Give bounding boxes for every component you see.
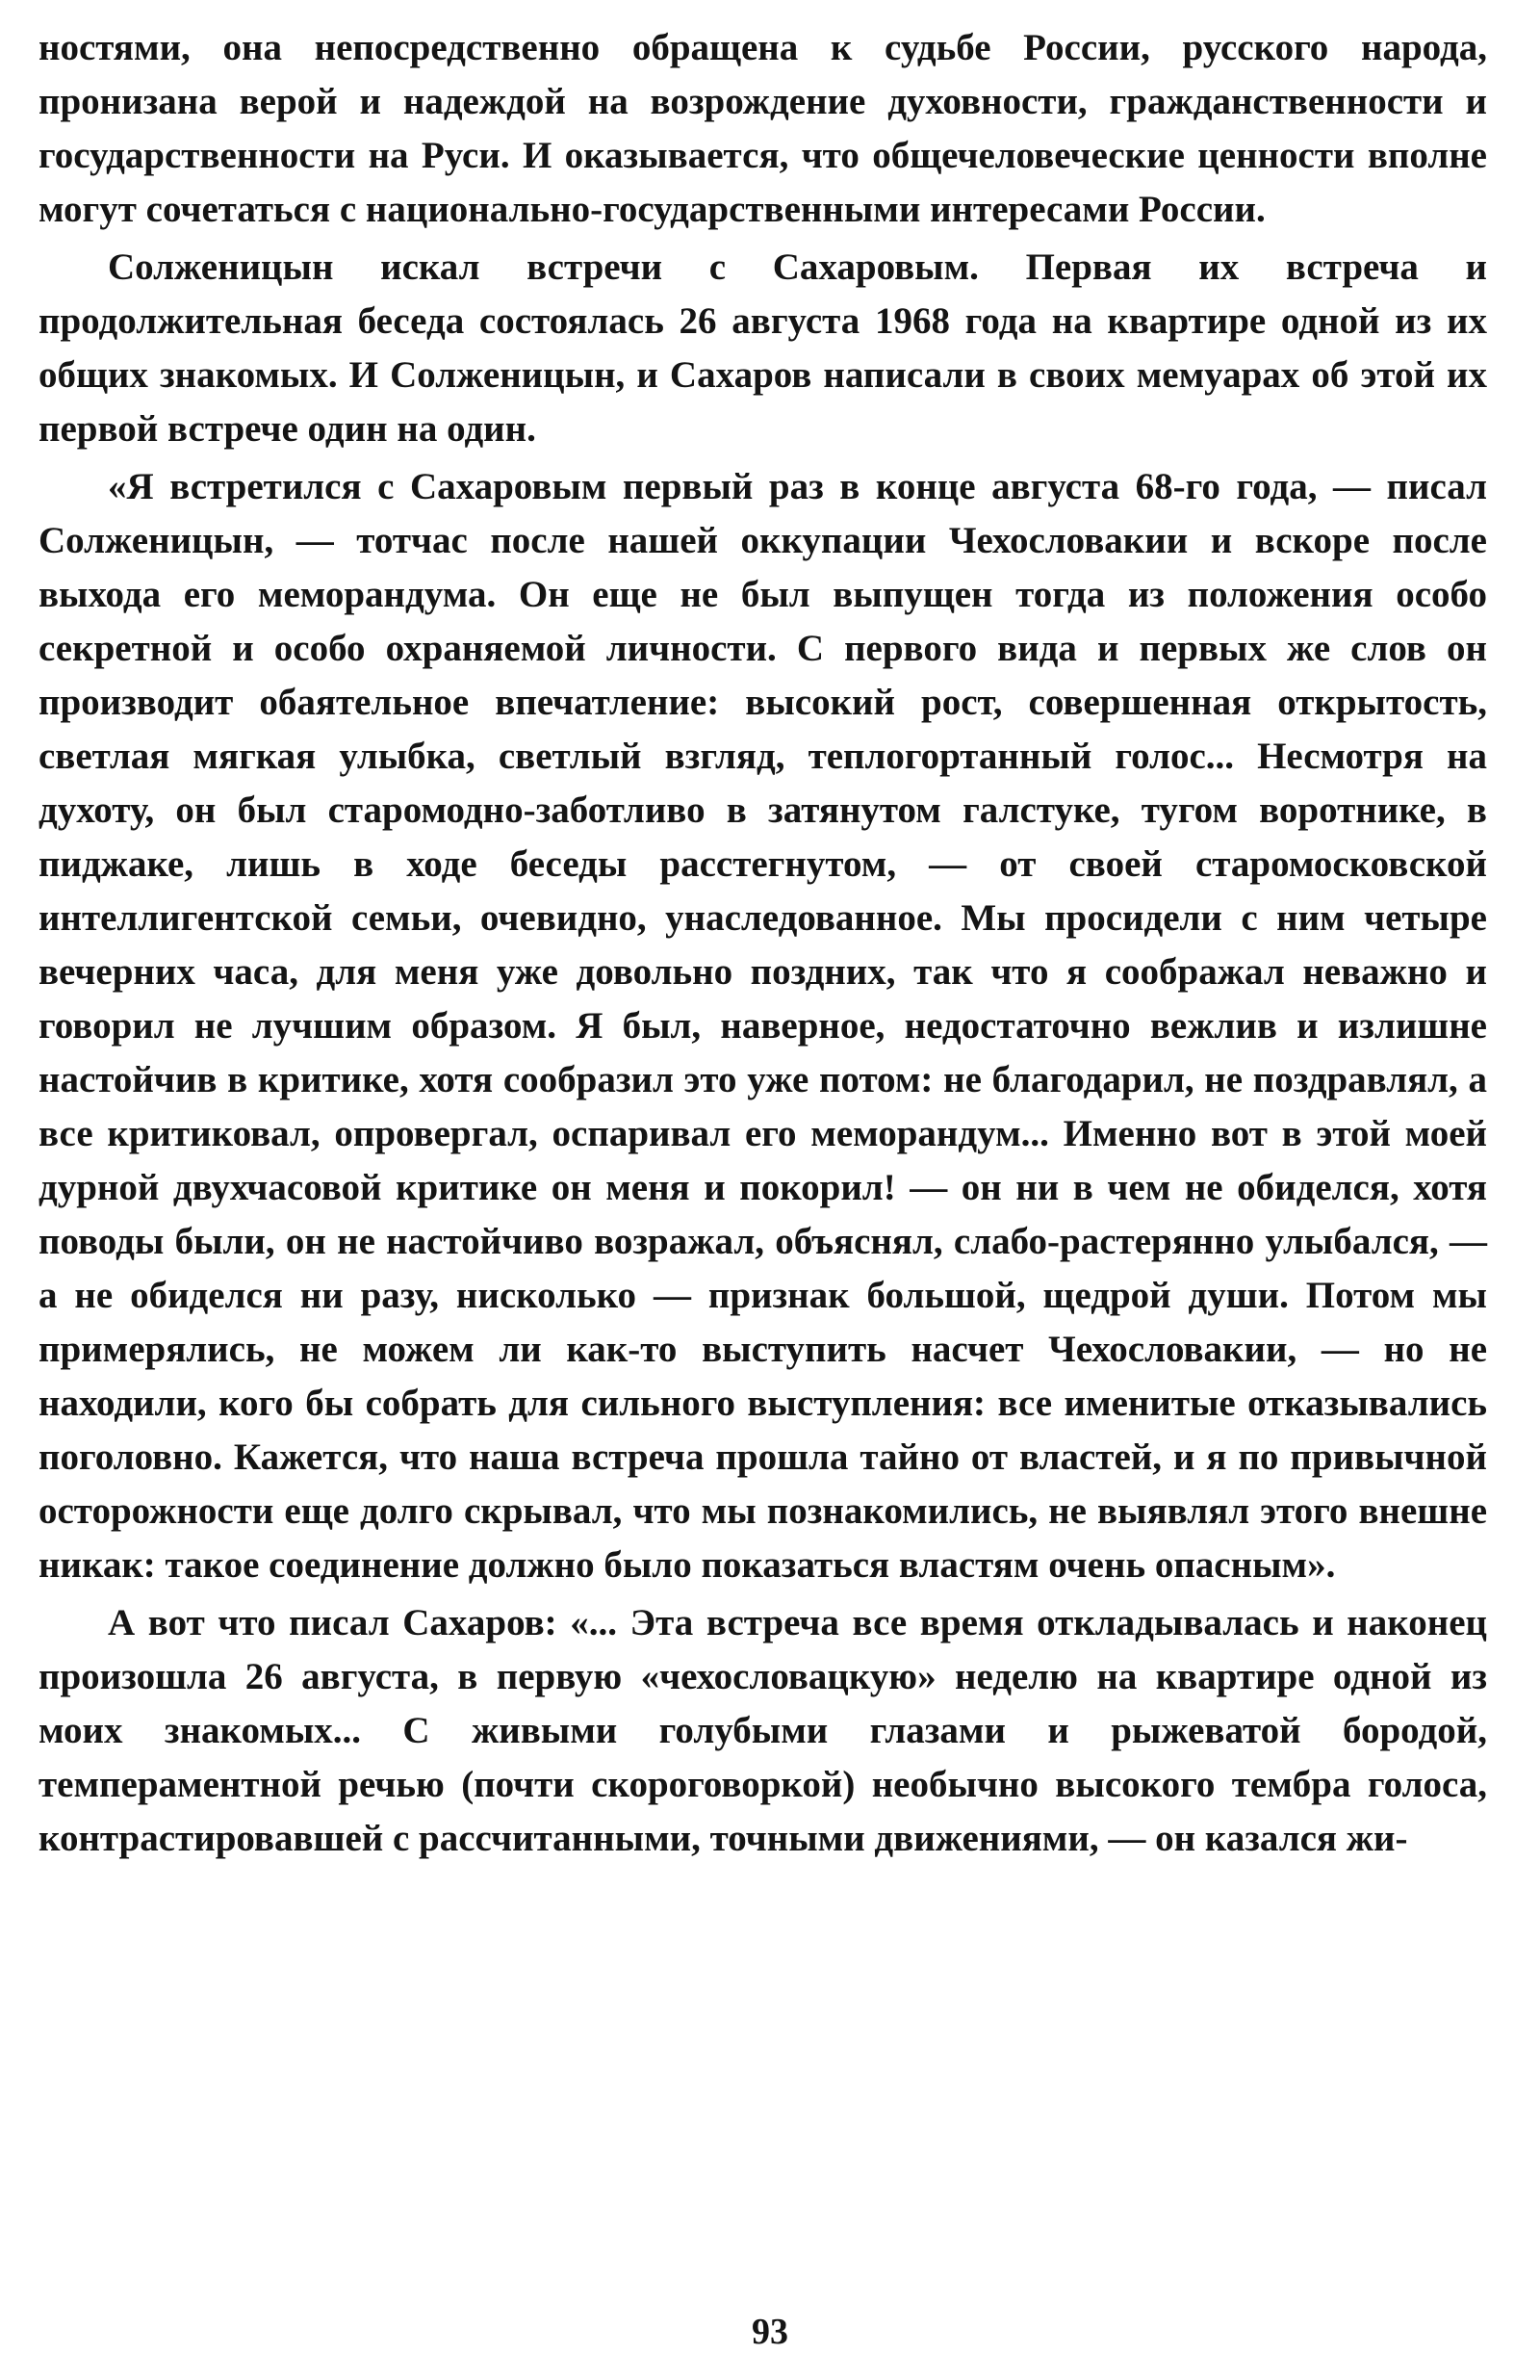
page-text-block bbox=[38, 21, 1487, 1866]
page-number: 93 bbox=[752, 2312, 788, 2352]
paragraph-2: Солженицын искал встречи с Сахаровым. Первая их встреча и продолжительная беседа состоялась 26 августа 1968 года на квартире одной из их общих знакомых. И Солженицын, и Сахаров написали в своих мемуарах об этой их первой встрече один на один. bbox=[38, 246, 1487, 450]
paragraph-3-solzhenitsyn-quote: «Я встретился с Сахаровым первый раз в конце августа 68-го года, — писал Солженицын, — тотчас после нашей оккупации Чехословакии и вскоре после выхода его меморандума. Он еще не был выпущен тогда из положения особо секретной и особо охраняемой личности. С первого вида и первых же слов он производит обаятельное впечатление: высокий рост, совершенная открытость, светлая мягкая улыбка, светлый взгляд, теплогортанный голос... Несмотря на духоту, он был старомодно-заботливо в затянутом галстуке, тугом воротнике, в пиджаке, лишь в ходе беседы расстегнутом, — от своей старомосковской интеллигентской семьи, очевидно, унаследованное. Мы просидели с ним четыре вечерних часа, для меня уже довольно поздних, так что я соображал неважно и говорил не лучшим образом. Я был, наверное, недостаточно вежлив и излишне настойчив в критике, хотя сообразил это уже потом: не благодарил, не поздравлял, а все критиковал, опровергал, оспаривал его меморандум... Именно вот в этой моей дурной двухчасовой критике он меня и покорил! — он ни в чем не обиделся, хотя поводы были, он не настойчиво возражал, объяснял, слабо-растерянно улыбался, — а не обиделся ни разу, нисколько — признак большой, щедрой души. Потом мы примерялись, не можем ли как-то выступить насчет Чехословакии, — но не находили, кого бы собрать для сильного выступления: все именитые отказывались поголовно. Кажется, что наша встреча прошла тайно от властей, и я по привычной осторожности еще долго скрывал, что мы познакомились, не выявлял этого внешне никак: такое соединение должно было показаться властям очень опасным». bbox=[38, 466, 1487, 1586]
paragraph-4-sakharov-quote: А вот что писал Сахаров: «... Эта встреча все время откладывалась и наконец произошла 26 августа, в первую «чехословацкую» неделю на квартире одной из моих знакомых... С живыми голубыми глазами и рыжеватой бородой, темпераментной речью (почти скороговоркой) необычно высокого тембра голоса, контрастировавшей с рассчитанными, точными движениями, — он казался жи- bbox=[38, 1602, 1487, 1859]
paragraph-1: ностями, она непосредственно обращена к судьбе России, русского народа, пронизана верой и надеждой на возрождение духовности, гражданственности и государственности на Руси. И оказывается, что общечеловеческие ценности вполне могут сочетаться с национально-государственными интересами России. bbox=[38, 27, 1487, 230]
